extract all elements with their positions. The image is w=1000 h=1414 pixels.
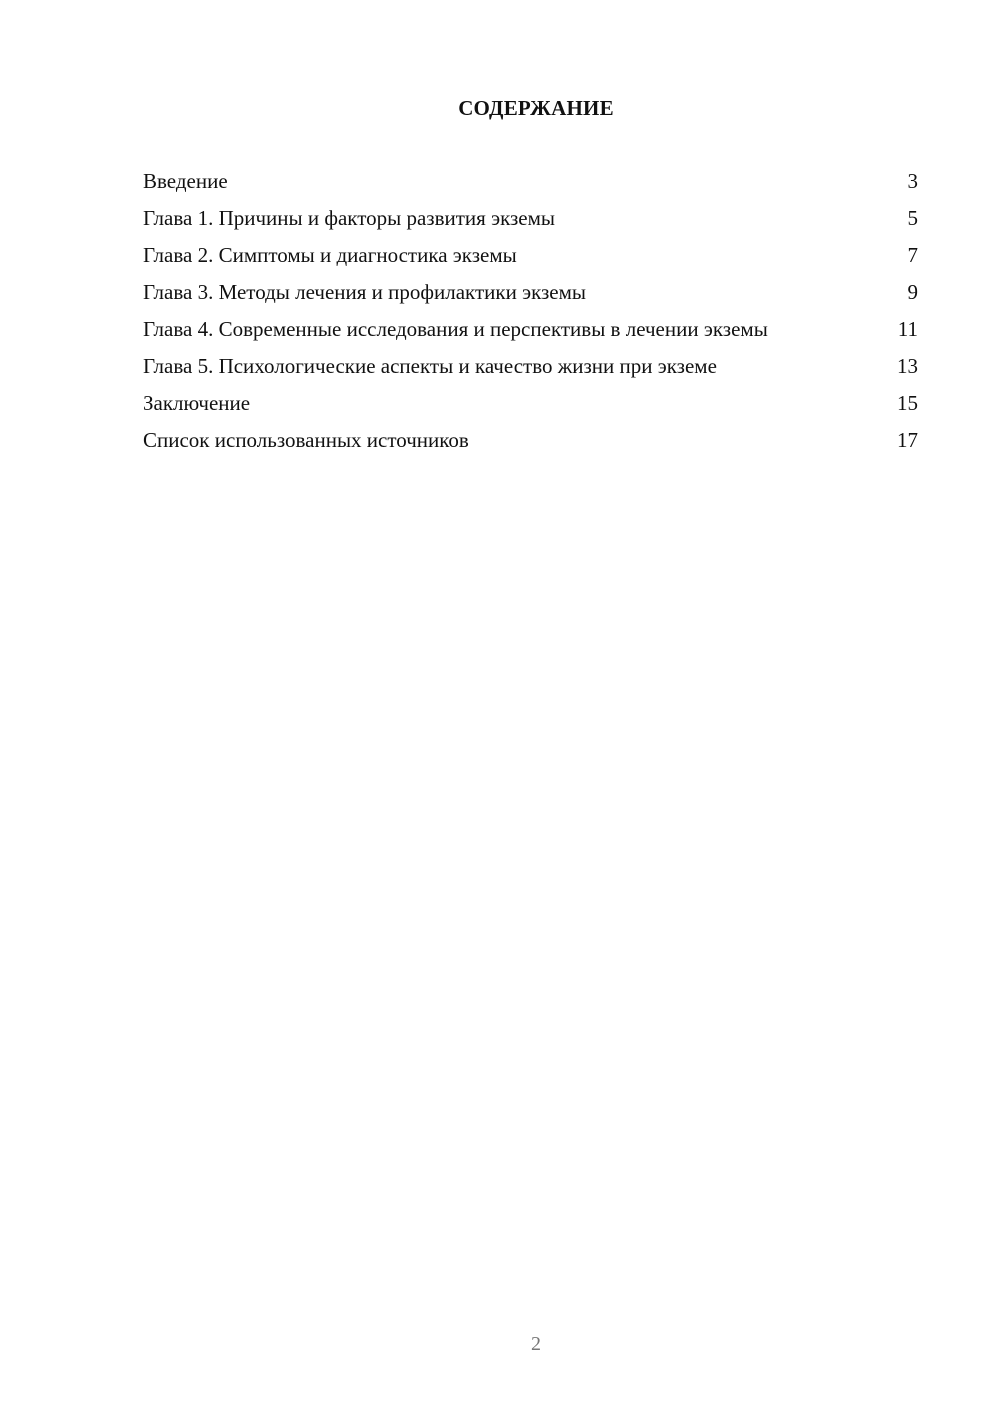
toc-entry-chapter-5 xyxy=(143,354,918,379)
toc-entry-page: 17 xyxy=(897,428,918,452)
toc-entry-conclusion xyxy=(143,391,918,416)
toc-entry-page: 11 xyxy=(897,317,918,341)
toc-entry-page: 7 xyxy=(907,243,918,267)
toc-entry-chapter-4 xyxy=(143,317,918,342)
toc-entry-introduction xyxy=(143,169,918,194)
toc-entry-label: Глава 1. Причины и факторы развития экземы xyxy=(143,206,556,230)
toc-entry-page: 9 xyxy=(907,280,918,304)
toc-entry-label: Список использованных источников xyxy=(143,428,469,452)
toc-entry-label: Глава 2. Симптомы и диагностика экземы xyxy=(143,243,517,267)
toc-entry-chapter-2 xyxy=(143,243,918,268)
toc-entry-label: Глава 3. Методы лечения и профилактики экземы xyxy=(143,280,587,304)
toc-entry-page: 15 xyxy=(897,391,918,415)
page-title: СОДЕРЖАНИЕ xyxy=(458,96,614,120)
toc-entry-label: Глава 4. Современные исследования и перспективы в лечении экземы xyxy=(143,317,768,341)
toc-entry-references xyxy=(143,428,918,453)
toc-entry-page: 5 xyxy=(907,206,918,230)
toc-entry-chapter-1 xyxy=(143,206,918,231)
toc-entry-label: Глава 5. Психологические аспекты и качество жизни при экземе xyxy=(143,354,717,378)
toc-entry-page: 13 xyxy=(897,354,918,378)
toc-entry-chapter-3 xyxy=(143,280,918,305)
page-number: 2 xyxy=(531,1333,541,1355)
table-of-contents xyxy=(143,169,918,465)
toc-entry-page: 3 xyxy=(907,169,918,193)
toc-entry-label: Заключение xyxy=(143,391,251,415)
toc-entry-label: Введение xyxy=(143,169,228,193)
